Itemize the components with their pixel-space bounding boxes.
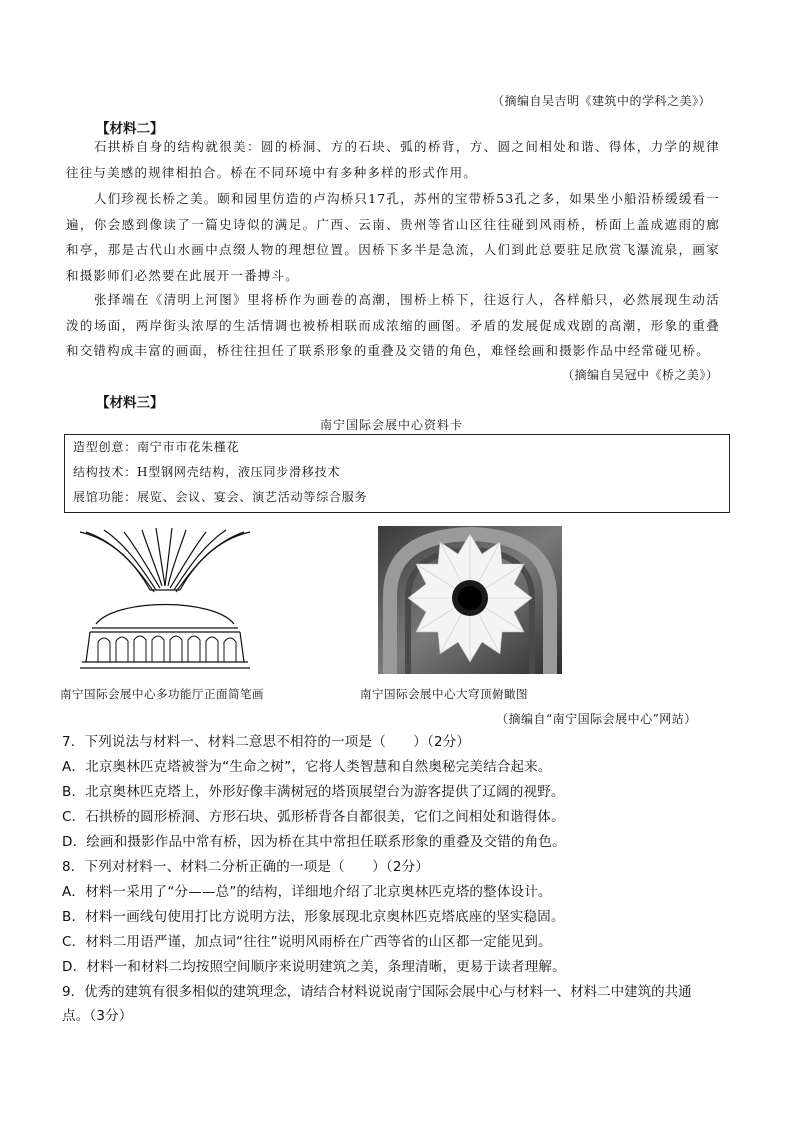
info-card-title: 南宁国际会展中心资料卡: [320, 418, 464, 432]
question-7-option-c: C．石拱桥的圆形桥洞、方形石块、弧形桥背各自都很美，它们之间相处和谐得体。: [62, 809, 565, 825]
question-8-stem: 8．下列对材料一、材料二分析正确的一项是（ ）（2分）: [62, 859, 430, 875]
question-8-option-b: B．材料一画线句使用打比方说明方法，形象展现北京奥林匹克塔底座的坚实稳固。: [62, 909, 565, 925]
info-card-row-function: 展馆功能：展览、会议、宴会、演艺活动等综合服务: [73, 490, 368, 504]
info-card: [64, 434, 730, 513]
dome-aerial-photo: [378, 526, 562, 674]
question-9-stem-line-2: 点。（3分）: [62, 1008, 133, 1024]
question-7-stem: 7．下列说法与材料一、材料二意思不相符的一项是（ ）（2分）: [62, 734, 471, 750]
building-sketch-image: [76, 528, 254, 670]
caption-building-sketch: 南宁国际会展中心多功能厅正面简笔画: [60, 687, 264, 701]
material-3-heading: 【材料三】: [96, 395, 164, 411]
material-2-paragraph-2: 人们珍视长桥之美。颐和园里仿造的卢沟桥只17孔，苏州的宝带桥53孔之多，如果坐小船沿桥缓缓看一遍，你会感到像读了一篇史诗似的满足。广西、云南、贵州等省山区往往碰到风雨桥，桥面上盖成遮雨的廊和亭，那是古代山水画中点缀人物的理想位置。因桥下多半是急流，人们到此总要驻足欣赏飞瀑流泉，画家和摄影师们必然要在此展开一番搏斗。: [66, 191, 720, 283]
material-2-heading: 【材料二】: [96, 121, 164, 137]
source-material-1: （摘编自吴吉明《建筑中的学科之美》）: [492, 94, 712, 108]
question-8-option-d: D．材料一和材料二均按照空间顺序来说明建筑之美，条理清晰，更易于读者理解。: [62, 959, 566, 975]
question-7-option-d: D．绘画和摄影作品中常有桥，因为桥在其中常担任联系形象的重叠及交错的角色。: [62, 834, 566, 850]
info-card-row-structure: 结构技术：H型钢网壳结构，液压同步滑移技术: [73, 465, 341, 479]
info-card-row-design: 造型创意：南宁市市花朱槿花: [73, 440, 240, 454]
caption-dome-photo: 南宁国际会展中心大穹顶俯瞰图: [360, 687, 528, 701]
question-7-option-a: A．北京奥林匹克塔被誉为“生命之树”，它将人类智慧和自然奥秘完美结合起来。: [62, 759, 552, 775]
question-7-option-b: B．北京奥林匹克塔上，外形好像丰满树冠的塔顶展望台为游客提供了辽阔的视野。: [62, 784, 565, 800]
material-2-paragraph-3: 张择端在《清明上河图》里将桥作为画卷的高潮，围桥上桥下，往返行人，各样船只，必然展现生动活泼的场面，两岸街头浓厚的生活情调也被桥相联而成浓缩的画图。矛盾的发展促成戏剧的高潮，形象的重叠和交错构成丰富的画面，桥往往担任了联系形象的重叠及交错的角色，难怪绘画和摄影作品中经常碰见桥。: [66, 292, 720, 358]
material-2-paragraph-1: 石拱桥自身的结构就很美：圆的桥洞、方的石块、弧的桥背，方、圆之间相处和谐、得体，力学的规律往往与美感的规律相拍合。桥在不同环境中有多种多样的形式作用。: [66, 139, 720, 180]
question-9-stem-line-1: 9．优秀的建筑有很多相似的建筑理念，请结合材料说说南宁国际会展中心与材料一、材料二中建筑的共通: [62, 984, 692, 1000]
source-material-3: （摘编自“南宁国际会展中心”网站）: [496, 712, 697, 726]
question-8-option-c: C．材料二用语严谨，加点词“往往”说明风雨桥在广西等省的山区都一定能见到。: [62, 934, 552, 950]
source-material-2: （摘编自吴冠中《桥之美》）: [562, 368, 719, 382]
question-8-option-a: A．材料一采用了“分——总”的结构，详细地介绍了北京奥林匹克塔的整体设计。: [62, 884, 552, 900]
